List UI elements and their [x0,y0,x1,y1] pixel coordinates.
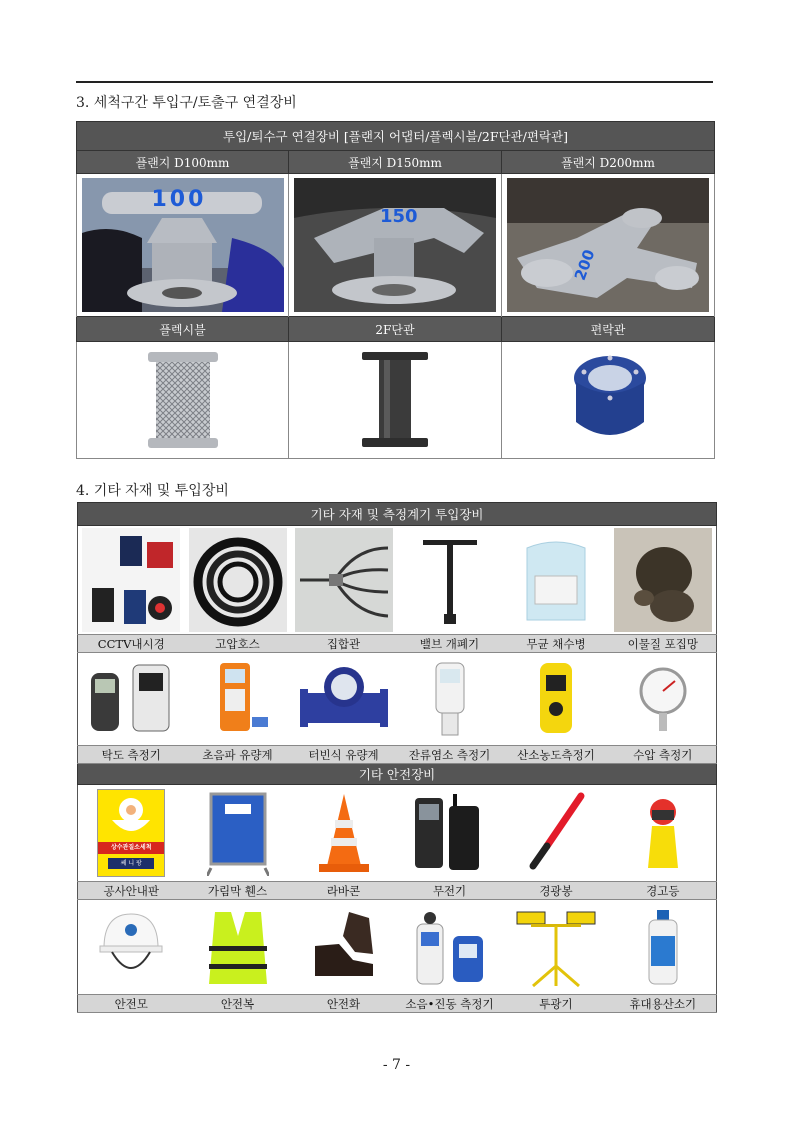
top-rule [76,81,713,83]
label-traffic-cone: 라바콘 [291,882,397,900]
photo-cctv-endoscope [82,528,180,632]
photo-ultrasonic-flowmeter [190,659,286,739]
safety-equipment-header: 기타 안전장비 [78,764,717,785]
flange-marking-100: 100 [151,187,207,212]
photo-high-pressure-hose [189,528,287,632]
photo-fence-barrier [207,790,269,876]
label-flange-d200: 플랜지 D200mm [502,151,715,174]
label-oxygen-meter: 산소농도측정기 [503,746,610,764]
label-light-baton: 경광봉 [503,882,610,900]
flange-table-header: 투입/퇴수구 연결장비 [플랜지 어댑터/플렉시블/2F단관/편락관] [77,122,715,151]
photo-noise-vibration-meter [407,906,493,988]
label-reducer: 편락관 [502,317,715,342]
section-4-title: 4. 기타 자재 및 투입장비 [76,483,229,499]
sign-brand-text: 쎄 니 팡 [108,858,154,869]
label-chlorine-meter: 잔류염소 측정기 [397,746,503,764]
label-sterile-bottle: 무균 채수병 [503,635,610,653]
label-2f-pipe: 2F단관 [289,317,502,342]
photo-flange-d100 [82,178,284,312]
label-portable-oxygen: 휴대용산소기 [610,995,717,1013]
label-manifold: 집합관 [291,635,397,653]
flange-marking-200: 200 [570,247,599,283]
label-safety-shoes: 안전화 [291,995,397,1013]
page-number: - 7 - [382,1057,411,1073]
misc-table-header: 기타 자재 및 측정계기 투입장비 [78,503,717,526]
photo-traffic-cone [313,790,375,876]
photo-safety-vest [205,906,271,988]
label-ultrasonic-flowmeter: 초음파 유량계 [185,746,291,764]
label-walkie-talkie: 무전기 [397,882,503,900]
photo-manifold [295,528,393,632]
photo-valve-wrench [401,528,499,632]
label-safety-helmet: 안전모 [78,995,185,1013]
photo-oxygen-meter [508,659,604,739]
photo-light-baton [521,790,591,876]
photo-turbidity-meter [83,659,179,739]
photo-safety-shoes [309,906,379,988]
label-pressure-gauge: 수압 측정기 [610,746,717,764]
label-flange-d150: 플랜지 D150mm [289,151,502,174]
photo-debris-collection-net [614,528,712,632]
label-noise-vibration-meter: 소음•진동 측정기 [397,995,503,1013]
label-fence-barrier: 가림막 휀스 [185,882,291,900]
flange-marking-150: 150 [380,206,418,227]
photo-reducer-pipe [566,352,650,448]
photo-water-pressure-gauge [615,659,711,739]
photo-floodlight [513,906,599,988]
photo-residual-chlorine-meter [402,659,498,739]
label-floodlight: 투광기 [503,995,610,1013]
label-warning-light: 경고등 [610,882,717,900]
label-safety-vest: 안전복 [185,995,291,1013]
label-turbine-flowmeter: 터빈식 유량계 [291,746,397,764]
photo-flange-d200 [507,178,709,312]
photo-warning-light [638,790,688,876]
label-turbidity-meter: 탁도 측정기 [78,746,185,764]
photo-safety-helmet [98,906,164,988]
sign-main-text: 상수관질소세척 [98,842,164,854]
photo-flange-d150 [294,178,496,312]
photo-2f-pipe [362,352,428,448]
photo-construction-sign [97,789,165,877]
label-valve-wrench: 밸브 개폐기 [397,635,503,653]
flange-equipment-table [76,121,715,459]
label-flexible: 플렉시블 [77,317,289,342]
label-flange-d100: 플랜지 D100mm [77,151,289,174]
photo-turbine-flowmeter [296,659,392,739]
photo-flexible-pipe [148,350,218,450]
label-debris-net: 이물질 포집망 [610,635,717,653]
label-cctv-endoscope: CCTV내시경 [78,635,185,653]
label-high-pressure-hose: 고압호스 [185,635,291,653]
photo-sterile-sample-bottle [507,528,605,632]
photo-portable-oxygen [643,906,683,988]
section-3-title: 3. 세척구간 투입구/토출구 연결장비 [76,95,297,111]
label-construction-sign: 공사안내판 [78,882,185,900]
photo-walkie-talkie [407,790,493,876]
misc-equipment-table [77,502,717,1013]
